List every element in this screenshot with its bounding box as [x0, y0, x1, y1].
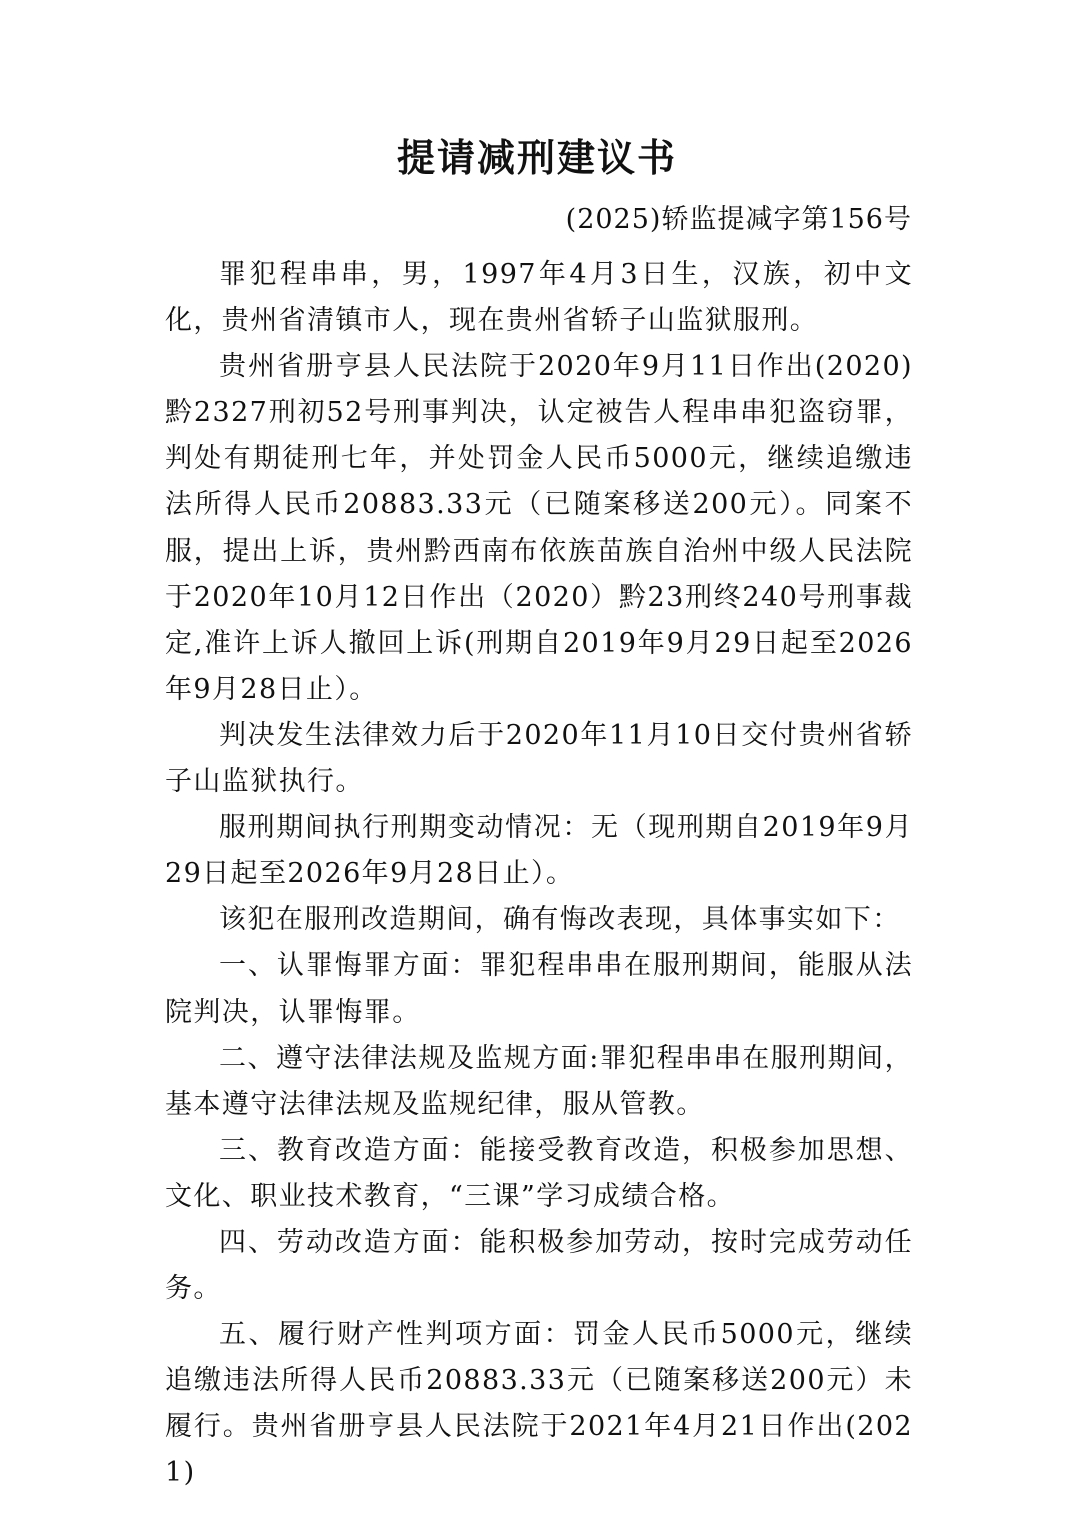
- paragraph-property-judgment: 五、履行财产性判项方面：罚金人民币5000元，继续追缴违法所得人民币20883.33元（已随案移送200元）未履行。贵州省册亨县人民法院于2021年4月21日作出(2021): [165, 1319, 913, 1489]
- document-body: [165, 252, 913, 1497]
- paragraph-execution: 判决发生法律效力后于2020年11月10日交付贵州省轿子山监狱执行。: [165, 719, 913, 798]
- paragraph-sentence-change: 服刑期间执行刑期变动情况：无（现刑期自2019年9月29日起至2026年9月28日止）。: [165, 812, 913, 890]
- document-number: (2025)轿监提减字第156号: [565, 204, 912, 235]
- paragraph-reform-summary: 该犯在服刑改造期间，确有悔改表现，具体事实如下：: [219, 904, 901, 936]
- paragraph-education: 三、教育改造方面：能接受教育改造，积极参加思想、文化、职业技术教育，“三课”学习成绩合格。: [165, 1134, 913, 1212]
- paragraph-prisoner-info: 罪犯程串串，男，1997年4月3日生，汉族，初中文化，贵州省清镇市人，现在贵州省轿子山监狱服刑。: [165, 259, 913, 337]
- document-title: 提请减刑建议书: [396, 135, 677, 180]
- paragraph-original-judgment: 贵州省册亨县人民法院于2020年9月11日作出(2020)黔2327刑初52号刑事判决，认定被告人程串串犯盗窃罪，判处有期徒刑七年，并处罚金人民币5000元，继续追缴违法所得人民币20883.33元（已随案移送200元）。同案不服，提出上诉，贵州黔西南布依族苗族自治州中级人民法院于2020年10月12日作出（2020）黔23刑终240号刑事裁定,准许上诉人撤回上诉(刑期自2019年9月29日起至2026年9月28日止）。: [165, 351, 913, 705]
- paragraph-repentance: 一、认罪悔罪方面：罪犯程串串在服刑期间，能服从法院判决，认罪悔罪。: [165, 950, 913, 1028]
- paragraph-labor: 四、劳动改造方面：能积极参加劳动，按时完成劳动任务。: [165, 1226, 913, 1305]
- paragraph-law-compliance: 二、遵守法律法规及监规方面:罪犯程串串在服刑期间，基本遵守法律法规及监规纪律，服从管教。: [165, 1042, 913, 1120]
